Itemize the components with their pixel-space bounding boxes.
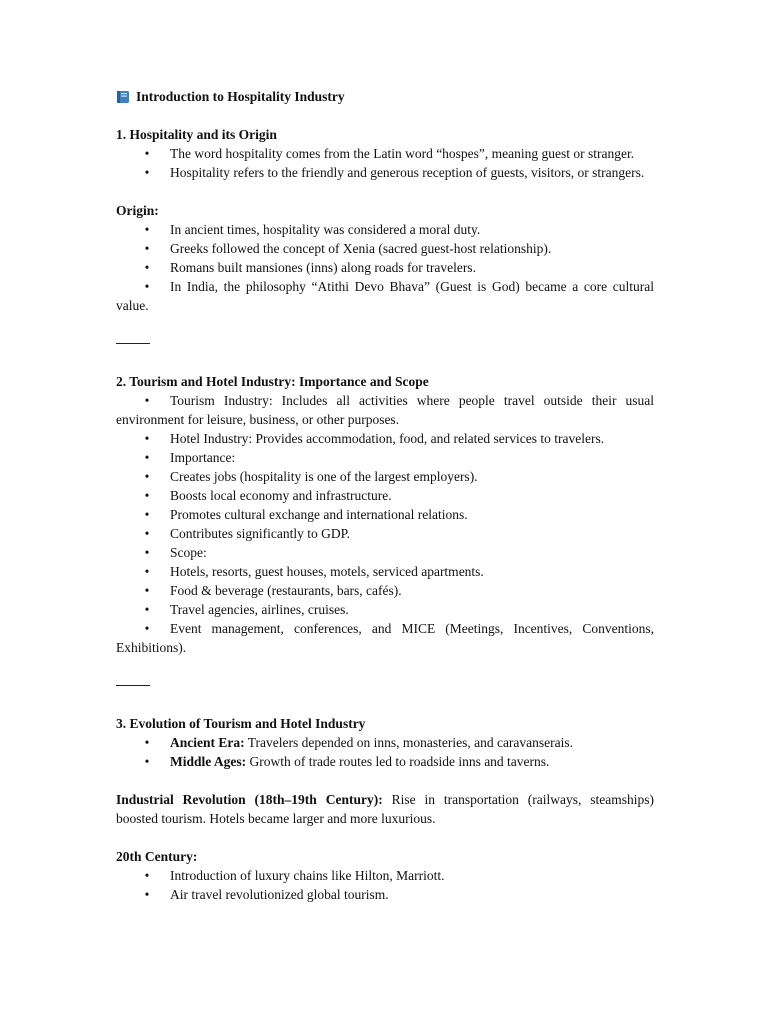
- section-2-list: [116, 391, 654, 657]
- list-item: • Importance:: [144, 450, 236, 465]
- list-item: • Tourism Industry: Includes all activities where people travel outside their usual environment for leisure, business, or other purposes.: [116, 393, 654, 427]
- list-item: • Romans built mansiones (inns) along roads for travelers.: [144, 260, 476, 275]
- list-item: • In ancient times, hospitality was considered a moral duty.: [144, 222, 481, 237]
- list-item: • Creates jobs (hospitality is one of the largest employers).: [144, 469, 478, 484]
- list-item: • Air travel revolutionized global tourism.: [144, 887, 389, 902]
- origin-list: [116, 220, 654, 315]
- list-item: • Ancient Era: Travelers depended on inns, monasteries, and caravanserais.: [144, 735, 574, 750]
- twentieth-century-list: [116, 866, 654, 904]
- section-1-list: [116, 144, 654, 182]
- list-item: • Middle Ages: Growth of trade routes led to roadside inns and taverns.: [144, 754, 550, 769]
- book-icon: [116, 90, 130, 104]
- list-item: • Scope:: [144, 545, 207, 560]
- list-item: • Event management, conferences, and MICE (Meetings, Incentives, Conventions, Exhibitions).: [116, 621, 654, 655]
- section-3-list: [116, 733, 654, 771]
- document-title: [116, 87, 654, 106]
- twentieth-century-heading: 20th Century:: [116, 849, 198, 864]
- section-divider: [116, 343, 150, 344]
- list-item: • Contributes significantly to GDP.: [144, 526, 350, 541]
- list-item: • Promotes cultural exchange and international relations.: [144, 507, 468, 522]
- section-1-heading: 1. Hospitality and its Origin: [116, 127, 277, 142]
- document-title-text: Introduction to Hospitality Industry: [136, 89, 345, 104]
- list-item: • Food & beverage (restaurants, bars, cafés).: [144, 583, 402, 598]
- list-item: • The word hospitality comes from the Latin word “hospes”, meaning guest or stranger.: [144, 146, 635, 161]
- list-item: • In India, the philosophy “Atithi Devo Bhava” (Guest is God) became a core cultural value.: [116, 279, 654, 313]
- list-item: • Hospitality refers to the friendly and generous reception of guests, visitors, or strangers.: [144, 165, 645, 180]
- list-item: • Boosts local economy and infrastructure.: [144, 488, 392, 503]
- list-item: • Greeks followed the concept of Xenia (sacred guest-host relationship).: [144, 241, 552, 256]
- document-content: [116, 87, 654, 904]
- origin-heading: Origin:: [116, 203, 159, 218]
- list-item: • Introduction of luxury chains like Hilton, Marriott.: [144, 868, 445, 883]
- section-divider: [116, 685, 150, 686]
- section-3-heading: 3. Evolution of Tourism and Hotel Industry: [116, 716, 366, 731]
- list-item: • Hotels, resorts, guest houses, motels, serviced apartments.: [144, 564, 484, 579]
- list-item: • Hotel Industry: Provides accommodation, food, and related services to travelers.: [144, 431, 605, 446]
- section-2-heading: 2. Tourism and Hotel Industry: Importance and Scope: [116, 374, 429, 389]
- industrial-revolution-paragraph: Industrial Revolution (18th–19th Century): Rise in transportation (railways, steamships) boosted tourism. Hotels became larger and more luxurious.: [116, 792, 654, 826]
- list-item: • Travel agencies, airlines, cruises.: [144, 602, 349, 617]
